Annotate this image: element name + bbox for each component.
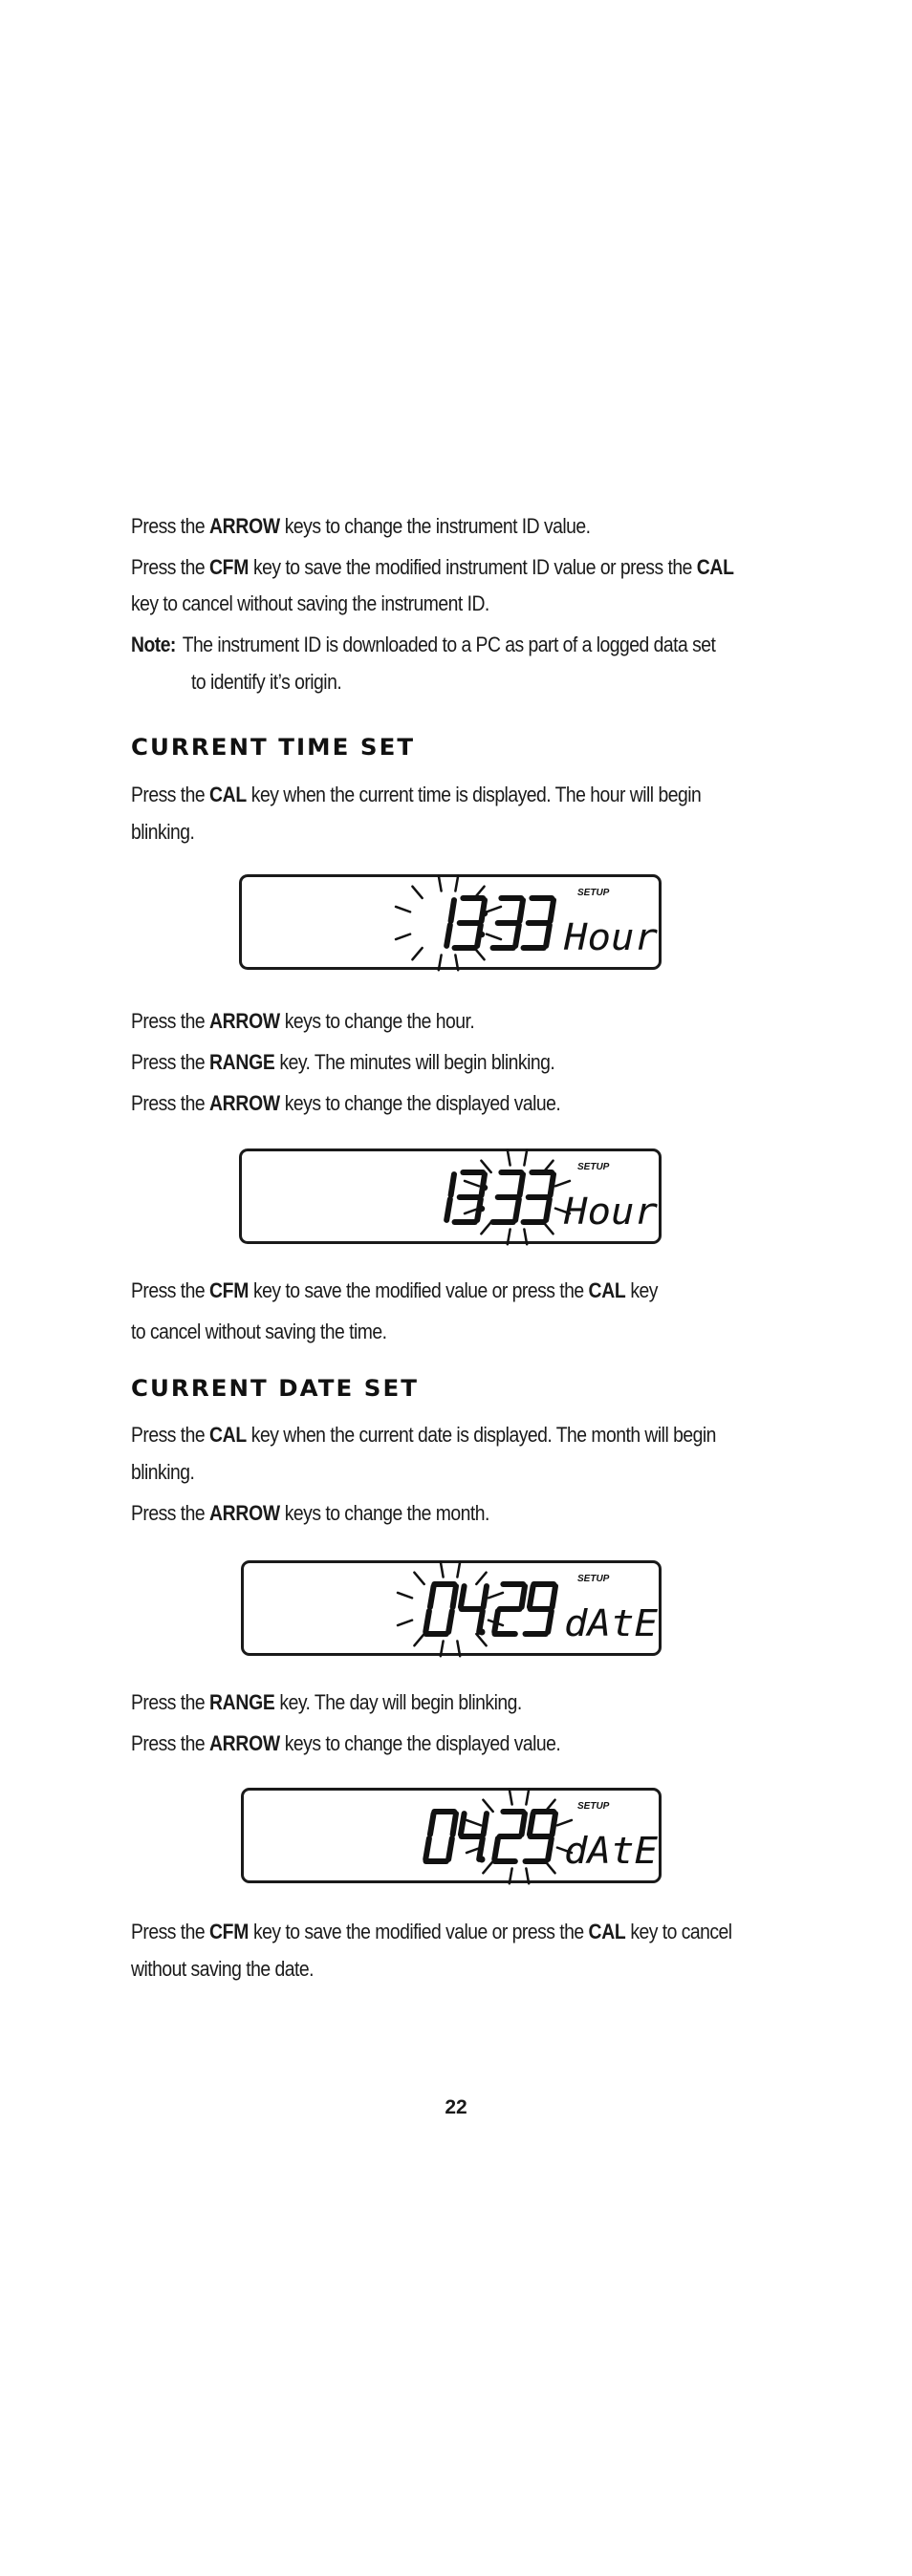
intro-line-1: Press the ARROW keys to change the instrument ID value. bbox=[131, 514, 591, 538]
setup-label: SETUP bbox=[577, 1801, 610, 1812]
time-p5: Press the CFM key to save the modified value or press the CAL key bbox=[131, 1278, 658, 1302]
lcd-mode-word: dAtE bbox=[564, 1830, 659, 1872]
lcd-digit bbox=[446, 900, 454, 946]
time-p4: Press the ARROW keys to change the displayed value. bbox=[131, 1091, 561, 1115]
time-p3: Press the RANGE key. The minutes will begin blinking. bbox=[131, 1050, 555, 1074]
lcd-digit bbox=[526, 1584, 555, 1634]
heading-current-time-set: CURRENT TIME SET bbox=[131, 734, 416, 761]
time-p5b: to cancel without saving the time. bbox=[131, 1320, 387, 1343]
time-p1: Press the CAL key when the current time is displayed. The hour will begin bbox=[131, 783, 702, 806]
setup-label: SETUP bbox=[577, 1162, 610, 1172]
intro-line-2: Press the CFM key to save the modified instrument ID value or press the CAL bbox=[131, 555, 734, 579]
date-p3: Press the RANGE key. The day will begin blinking. bbox=[131, 1690, 522, 1714]
time-p1b: blinking. bbox=[131, 820, 195, 844]
lcd-digit bbox=[425, 1812, 456, 1861]
decimal-dot bbox=[479, 1857, 486, 1863]
date-p5b: without saving the date. bbox=[131, 1957, 314, 1981]
intro-line-3: key to cancel without saving the instrument ID. bbox=[131, 591, 489, 615]
lcd-digit bbox=[425, 1584, 456, 1634]
setup-label: SETUP bbox=[577, 888, 610, 898]
lcd-date-day-blink bbox=[241, 1788, 662, 1883]
note-line-2: to identify it’s origin. bbox=[191, 670, 342, 694]
note-label: Note: bbox=[131, 633, 176, 656]
lcd-digit bbox=[455, 1172, 485, 1222]
lcd-time-hour-graphic bbox=[242, 877, 664, 973]
lcd-digit bbox=[524, 898, 554, 948]
setup-label: SETUP bbox=[577, 1574, 610, 1584]
date-p1: Press the CAL key when the current date is displayed. The month will begin bbox=[131, 1423, 716, 1447]
date-p1b: blinking. bbox=[131, 1460, 195, 1484]
lcd-digit bbox=[455, 898, 485, 948]
lcd-time-minute-blink bbox=[239, 1148, 662, 1244]
lcd-digit bbox=[494, 1584, 525, 1634]
heading-current-date-set: CURRENT DATE SET bbox=[131, 1375, 419, 1402]
decimal-dot bbox=[479, 1629, 486, 1636]
lcd-digit bbox=[526, 1812, 555, 1861]
colon-dot bbox=[479, 932, 485, 937]
lcd-digit bbox=[461, 1814, 487, 1859]
colon-dot bbox=[482, 1185, 488, 1191]
lcd-mode-word: Hour bbox=[562, 1191, 659, 1233]
lcd-date-day-graphic bbox=[244, 1791, 664, 1886]
lcd-digit bbox=[493, 898, 523, 948]
lcd-digit bbox=[446, 1174, 454, 1220]
note-line-1: Note: The instrument ID is downloaded to a PC as part of a logged data set bbox=[131, 633, 716, 656]
date-p4: Press the ARROW keys to change the displayed value. bbox=[131, 1731, 561, 1755]
time-p2: Press the ARROW keys to change the hour. bbox=[131, 1009, 475, 1033]
lcd-date-month-blink bbox=[241, 1560, 662, 1656]
page-number: 22 bbox=[445, 2096, 467, 2118]
date-p2: Press the ARROW keys to change the month. bbox=[131, 1501, 489, 1525]
lcd-digit bbox=[494, 1812, 525, 1861]
lcd-mode-word: dAtE bbox=[564, 1602, 659, 1644]
date-p5: Press the CFM key to save the modified value or press the CAL key to cancel bbox=[131, 1920, 732, 1943]
lcd-time-hour-blink bbox=[239, 874, 662, 970]
lcd-date-month-graphic bbox=[244, 1563, 664, 1659]
lcd-digit bbox=[461, 1586, 487, 1632]
lcd-time-minute-graphic bbox=[242, 1151, 664, 1247]
lcd-mode-word: Hour bbox=[562, 916, 659, 958]
lcd-digit bbox=[524, 1172, 554, 1222]
lcd-digit bbox=[493, 1172, 523, 1222]
